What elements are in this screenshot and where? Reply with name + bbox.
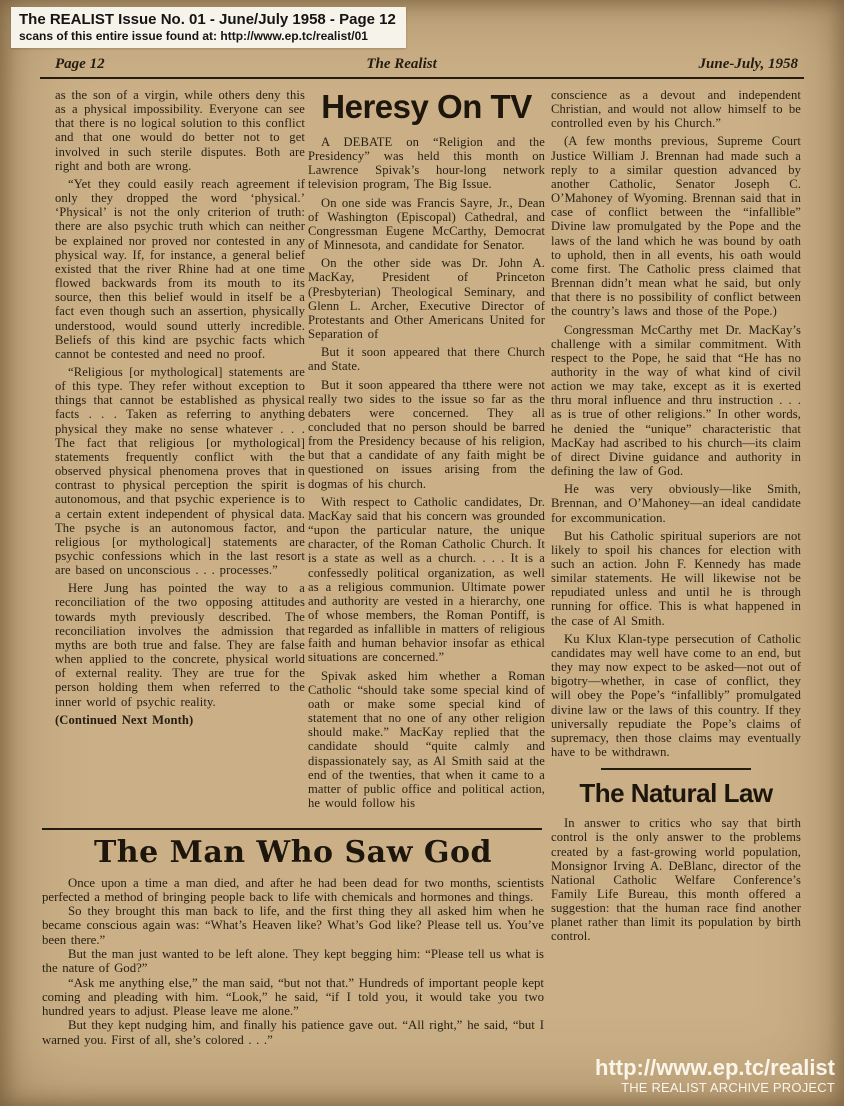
paragraph: “Ask me anything else,” the man said, “but not that.” Hundreds of important people kept coming and pleading with him. “Look,” he said, “if I told you, it would take you two hundred years to adjust. Please leave me alone.” (42, 975, 544, 1019)
article-heresy-continuation-column (551, 88, 801, 948)
paragraph: But the man just wanted to be left alone. They kept begging him: “Please tell us what is the nature of God?” (42, 946, 544, 976)
paragraph: as the son of a virgin, while others deny this as a physical impossibility. Everyone can see that there is no logical solution to this conflict and that one would do better not to get involved in such sterile disputes. Both are right and both are wrong. (55, 88, 305, 173)
paragraph: conscience as a devout and independent Christian, and would not allow himself to be controlled even by his Church.” (551, 88, 801, 131)
paragraph: He was very obviously—like Smith, Brennan, and O’Mahoney—an ideal candidate for excommunication. (551, 482, 801, 525)
paragraph: Once upon a time a man died, and after he had been dead for two months, scientists perfected a method of bringing people back to life with chemicals and hormones and things. (42, 875, 544, 904)
paragraph: On the other side was Dr. John A. MacKay, President of Princeton (Presbyterian) Theological Seminary, and Glenn L. Archer, Executive Director of Protestants and Other Americans United for Separation of (308, 256, 545, 342)
paragraph: With respect to Catholic candidates, Dr. MacKay said that his concern was grounded “upon the particular nature, the unique character, of the Roman Catholic Church. It is a state as well as a church. . . . It is a confessedly political organization, as well as a religious communion. Ultimate power and authority are vested in a hierarchy, one of whose members, the Roman Pontiff, is regarded as infallible in matters of religious faith and human behavior insofar as ethical situations are concerned.” (308, 494, 545, 665)
article-jung-continuation (55, 88, 305, 731)
paragraph: But his Catholic spiritual superiors are not likely to spoil his chances for election with such an action. John F. Kennedy has made similar statements. He will likewise not be repudiated unless and until he is through running for office. This is what happened in the case of Al Smith. (551, 528, 801, 628)
article-heresy-on-tv (308, 88, 545, 814)
footer-project-label: THE REALIST ARCHIVE PROJECT (621, 1080, 835, 1095)
masthead (55, 56, 798, 73)
paragraph: A DEBATE on “Religion and the Presidency” was held this month on Lawrence Spivak’s hour-long network television program, The Big Issue. (308, 135, 545, 192)
banner-issue-info: The REALIST Issue No. 01 - June/July 1958 - Page 12 (19, 11, 396, 28)
headline-man-who-saw-god: The Man Who Saw God (93, 835, 492, 870)
paragraph: Here Jung has pointed the way to a reconciliation of the two opposing attitudes towards myth previously described. The reconciliation involves the admission that myths are both true and false. They are false when applied to the concrete, physical world of external reality. They are true for the person holding them when referred to the inner world of psychic reality. (55, 581, 305, 709)
banner-scan-url: scans of this entire issue found at: http://www.ep.tc/realist/01 (19, 29, 368, 43)
paragraph: Ku Klux Klan-type persecution of Catholic candidates may well have come to an end, but they may now expect to be asked—not out of bigotry—whether, in case of conflict, they will obey the Pope’s “infallibly” promulgated divine law or the laws of this country. If they universally repudiate the Pope’s claims of supremacy, then those claims may eventually have to be withdrawn. (551, 631, 801, 760)
continued-note: (Continued Next Month) (55, 712, 194, 727)
paragraph: So they brought this man back to life, and the first thing they all asked him when he became conscious again was: “What’s Heaven like? What’s God like? Please tell us. You’ve been there.” (42, 904, 544, 947)
paragraph: “Yet they could easily reach agreement if only they dropped the word ‘physical.’ ‘Physical’ is not the only criterion of truth: there are also psychic truth which can neither be explained nor proved nor contested in any physical way. If, for instance, a general belief existed that the river Rhine had at one time flowed backwards from its mouth to its source, then this belief would in itself be a fact even though such an assertion, physically understood, would sound utterly incredible. Beliefs of this kind are psychic facts which cannot be contested and need no proof. (55, 176, 305, 361)
journal-title: The Realist (366, 56, 437, 72)
paragraph: But it soon appeared tha tthere were not really two sides to the issue so far as the debaters were concerned. They all concluded that no person should be barred from the Presidency because of his religion, but that a candidate of any faith might be questioned on issues arising from the dogmas of his church. (308, 377, 545, 491)
section-divider-rule (601, 768, 751, 770)
article-man-who-saw-god (42, 837, 544, 1047)
archive-footer (595, 1055, 835, 1096)
paragraph: Congressman McCarthy met Dr. MacKay’s challenge with a similar commitment. With respect to the Pope, he said that “He has no authority in the way of what kind of civil action we may take, except as it is exerted thru moral influence and thru instruction . . . as is true of other religions.” In other words, he denied the “unique” characteristic that MacKay had ascribed to his church—its claim of direct Divine guidance and authority in defining the law of God. (551, 322, 801, 479)
archive-banner (11, 7, 406, 48)
paragraph: (A few months previous, Supreme Court Justice William J. Brennan had made such a reply to a similar question advanced by another Catholic, Senator Joseph C. O’Mahoney of Wyoming. Brennan said that in case of conflict between the “infallible” Divine law promulgated by the Pope and the laws of the land which he was bound by oath to uphold, then in all events, his oath would come first. The Catholic press claimed that Brennan didn’t mean what he said, but only that there is no possibility of conflict between the country’s laws and those of the Pope.) (551, 134, 801, 319)
paragraph: But they kept nudging him, and finally his patience gave out. “All right,” he said, “but I warned you. First of all, she’s colored . . .” (42, 1018, 544, 1047)
paragraph: In answer to critics who say that birth control is the only answer to the problems created by a fast-growing world population, Monsignor Irving A. DeBlanc, director of the National Catholic Welfare Conference’s Family Life Bureau, this month offered a suggestion: that the human race find another planet rather than limit its population by birth control. (551, 816, 801, 944)
issue-date: June-July, 1958 (698, 56, 798, 72)
paragraph: But it soon appeared that there Church and State. (308, 345, 545, 374)
footer-url: http://www.ep.tc/realist (595, 1055, 835, 1080)
headline-heresy-on-tv: Heresy On TV (321, 88, 532, 125)
headline-natural-law: The Natural Law (579, 778, 773, 809)
column-bottom-rule (42, 828, 542, 830)
paragraph: On one side was Francis Sayre, Jr., Dean of Washington (Episcopal) Cathedral, and Congressman Eugene McCarthy, Democrat of Minnesota, and candidate for Senator. (308, 195, 545, 253)
page-number: Page 12 (55, 56, 105, 72)
paragraph: Spivak asked him whether a Roman Catholic “should take some special kind of oath or make some special kind of statement that no one of any other religion should make.” MacKay replied that the candidate should “quite calmly and dispassionately say, as Al Smith said at the end of the twenties, that when it came to a matter of public office and political action, he would follow his (308, 668, 545, 811)
paragraph: “Religious [or mythological] statements are of this type. They refer without exception to things that cannot be established as physical facts . . . Taken as referring to anything physical they make no sense whatever . . . The fact that religious [or mythological] statements frequently conflict with the observed physical phenomena proves that in contrast to physical perception the spirit is autonomous, and that psychic experience is to a certain extent independent of physical data. The psyche is an autonomous factor, and religious [or mythological] statements are psychic confessions which in the last resort are based on unconscious . . . processes.” (55, 364, 305, 578)
masthead-rule (40, 77, 804, 79)
